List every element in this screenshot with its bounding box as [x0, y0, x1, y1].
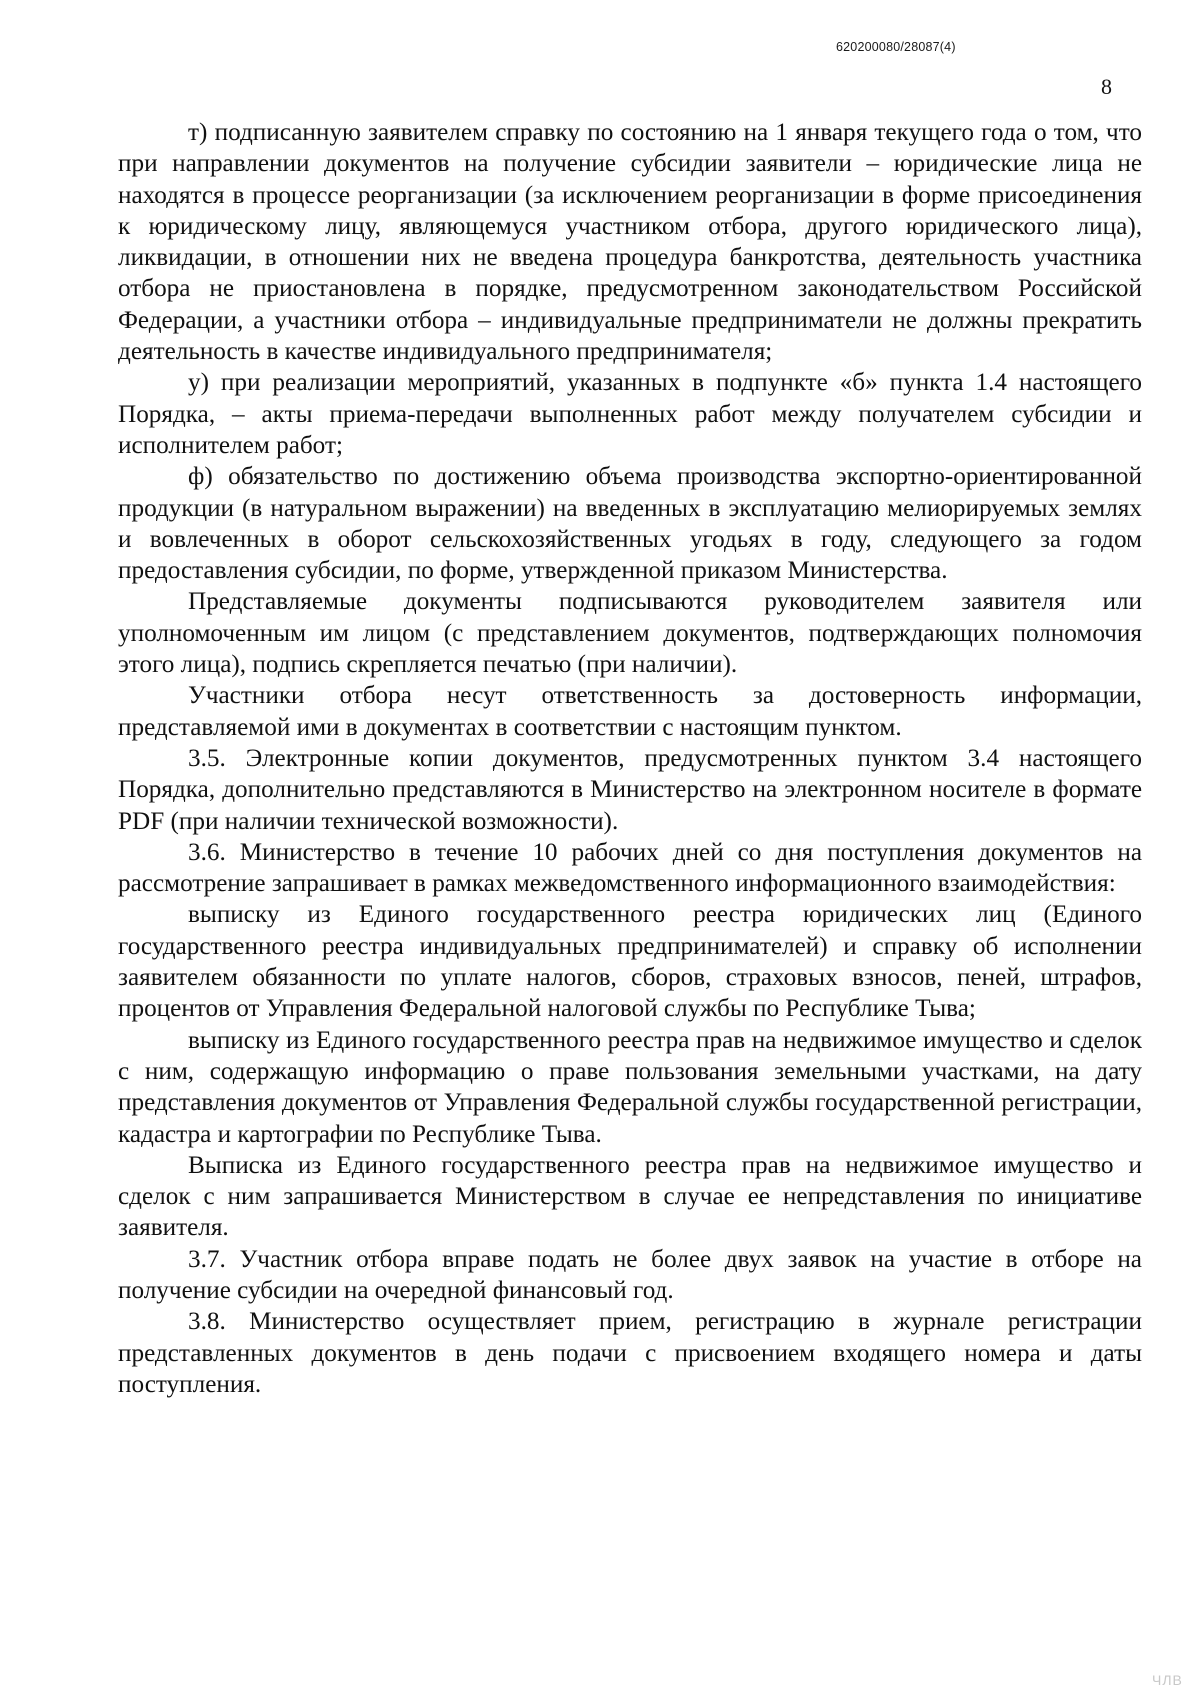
document-body: [118, 117, 1142, 1400]
paragraph-item-t: т) подписанную заявителем справку по состоянию на 1 января текущего года о том, что при направлении документов на получение субсидии заявители – юридические лица не находятся в процессе реорганизации (за исключением реорганизации в форме присоединения к юридическому лицу, являющемуся участником отбора, другого юридического лица), ликвидации, в отношении них не введена процедура банкротства, деятельность участника отбора не приостановлена в порядке, предусмотренном законодательством Российской Федерации, а участники отбора – индивидуальные предприниматели не должны прекратить деятельность в качестве индивидуального предпринимателя;: [118, 119, 1142, 366]
paragraph-3-8: 3.8. Министерство осуществляет прием, регистрацию в журнале регистрации представленных документов в день подачи с присвоением входящего номера и даты поступления.: [118, 1308, 1142, 1398]
corner-handwritten-mark: ЧЛВ: [1152, 1672, 1183, 1688]
paragraph-3-6: 3.6. Министерство в течение 10 рабочих дней со дня поступления документов на рассмотрение запрашивает в рамках межведомственного информационного взаимодействия:: [118, 838, 1142, 898]
paragraph-signing-requirements: Представляемые документы подписываются руководителем заявителя или уполномоченным им лицом (с представлением документов, подтверждающих полномочия этого лица), подпись скрепляется печатью (при наличии).: [118, 588, 1142, 679]
page-number: 8: [1101, 74, 1112, 99]
paragraph-egrul-extract: выписку из Единого государственного реестра юридических лиц (Единого государственного реестра индивидуальных предпринимателей) и справку об исполнении заявителем обязанности по уплате налогов, сборов, страховых взносов, пеней, штрафов, процентов от Управления Федеральной налоговой службы по Республике Тыва;: [118, 901, 1142, 1023]
paragraph-item-f: ф) обязательство по достижению объема производства экспортно-ориентированной продукции (в натуральном выражении) на введенных в эксплуатацию мелиорируемых землях и вовлеченных в оборот сельскохозяйственных угодьях в году, следующего за годом предоставления субсидии, по форме, утвержденной приказом Министерства.: [118, 463, 1142, 585]
paragraph-extract-request: Выписка из Единого государственного реестра прав на недвижимое имущество и сделок с ним запрашивается Министерством в случае ее непредставления по инициативе заявителя.: [118, 1151, 1142, 1242]
document-code: 620200080/28087(4): [836, 40, 956, 54]
paragraph-egrp-extract: выписку из Единого государственного реестра прав на недвижимое имущество и сделок с ним, содержащую информацию о праве пользования земельными участками, на дату представления документов от Управления Федеральной службы государственной регистрации, кадастра и картографии по Республике Тыва.: [118, 1026, 1142, 1148]
paragraph-3-5: 3.5. Электронные копии документов, предусмотренных пунктом 3.4 настоящего Порядка, дополнительно представляются в Министерство на электронном носителе в формате PDF (при наличии технической возможности).: [118, 744, 1142, 835]
paragraph-responsibility: Участники отбора несут ответственность за достоверность информации, представляемой ими в документах в соответствии с настоящим пунктом.: [118, 682, 1142, 741]
paragraph-item-u: у) при реализации мероприятий, указанных в подпункте «б» пункта 1.4 настоящего Порядка, – акты приема-передачи выполненных работ между получателем субсидии и исполнителем работ;: [118, 369, 1142, 459]
paragraph-3-7: 3.7. Участник отбора вправе подать не более двух заявок на участие в отборе на получение субсидии на очередной финансовый год.: [118, 1245, 1142, 1304]
